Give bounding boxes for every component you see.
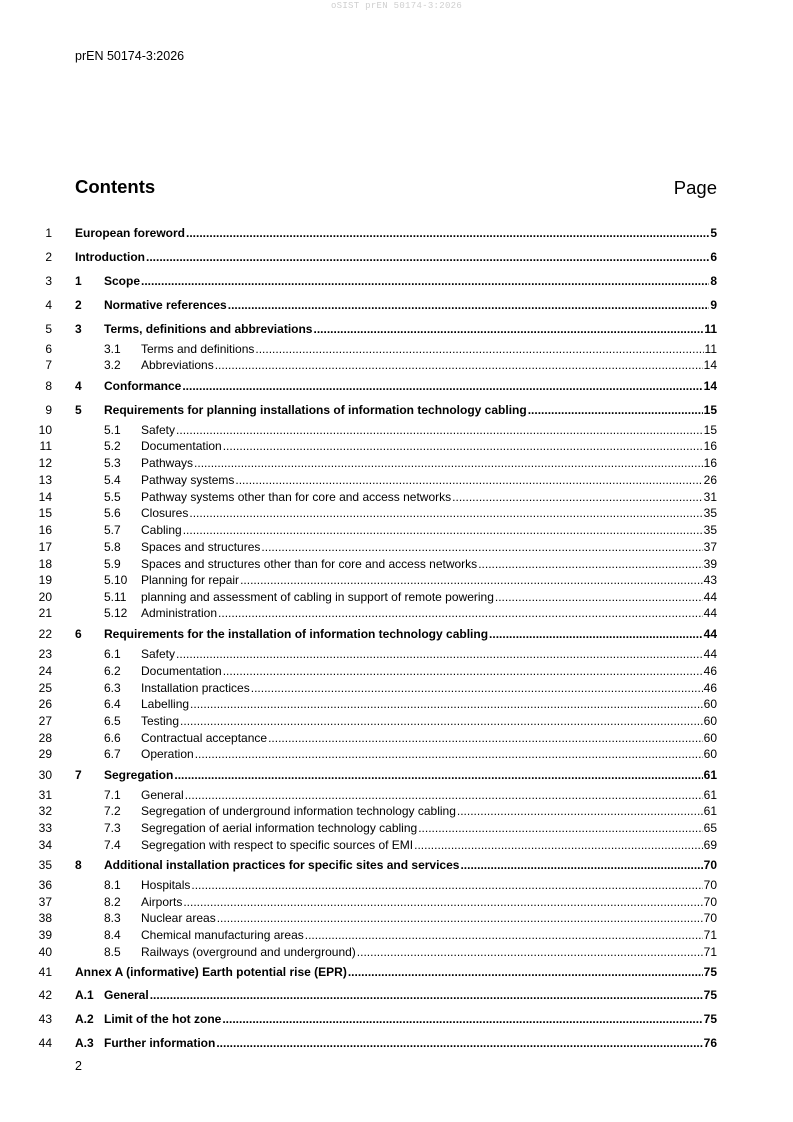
line-number: 6: [45, 342, 52, 356]
toc-entry-title: Pathways: [141, 456, 194, 470]
toc-entry-title: Pathway systems other than for core and access networks: [141, 490, 452, 504]
line-number: 17: [38, 540, 52, 554]
toc-entry-page: 75: [703, 988, 717, 1002]
page-column-label: Page: [673, 177, 717, 198]
toc-entry-page: 8: [710, 274, 717, 288]
toc-entry-title: Scope: [104, 274, 141, 288]
line-number: 2: [45, 250, 52, 264]
toc-entry-number: 6.7: [104, 747, 121, 761]
toc-entry-number: 6.1: [104, 647, 121, 661]
toc-entry[interactable]: [0, 877, 793, 893]
line-number: 38: [38, 911, 52, 925]
toc-entry-page: 16: [703, 439, 717, 453]
toc-entry-number: 5.8: [104, 540, 121, 554]
toc-entry-number: A.2: [75, 1012, 94, 1026]
toc-entry-title: Nuclear areas: [141, 911, 216, 925]
dot-leader: [418, 820, 702, 836]
toc-entry-number: 5.11: [104, 590, 127, 604]
dot-leader: [150, 987, 703, 1003]
toc-entry-title: Railways (overground and underground): [141, 945, 356, 959]
toc-entry-page: 69: [703, 838, 717, 852]
toc-entry-page: 44: [703, 590, 717, 604]
dot-leader: [268, 730, 703, 746]
toc-entry-title: Requirements for planning installations of information technology cabling: [104, 403, 527, 417]
toc-entry-title: Normative references: [104, 298, 227, 312]
dot-leader: [182, 378, 702, 394]
toc-entry-number: 5.7: [104, 523, 121, 537]
toc-entry-number: 8.1: [104, 878, 121, 892]
toc-entry[interactable]: [0, 820, 793, 836]
toc-entry-page: 14: [703, 379, 717, 393]
toc-entry[interactable]: [0, 357, 793, 373]
toc-entry[interactable]: [0, 663, 793, 679]
contents-title: Contents: [75, 176, 156, 197]
toc-entry-title: Planning for repair: [141, 573, 240, 587]
line-number: 10: [38, 423, 52, 437]
line-number: 22: [38, 627, 52, 641]
line-number: 23: [38, 647, 52, 661]
toc-entry-number: 5.10: [104, 573, 128, 587]
toc-entry-number: 1: [75, 274, 82, 288]
toc-entry[interactable]: [0, 378, 793, 394]
dot-leader: [222, 1011, 702, 1027]
dot-leader: [141, 273, 709, 289]
toc-entry[interactable]: [0, 539, 793, 555]
line-number: 41: [38, 965, 52, 979]
toc-entry-number: 8: [75, 858, 82, 872]
toc-entry[interactable]: [0, 646, 793, 662]
dot-leader: [261, 539, 702, 555]
line-number: 11: [39, 439, 52, 453]
toc-entry[interactable]: [0, 927, 793, 943]
toc-entry-title: Spaces and structures other than for core and access networks: [141, 557, 478, 571]
toc-entry-title: Spaces and structures: [141, 540, 261, 554]
toc-entry-page: 60: [703, 747, 717, 761]
toc-entry[interactable]: [0, 1035, 793, 1051]
toc-entry-title: Safety: [141, 423, 176, 437]
dot-leader: [305, 927, 703, 943]
toc-entry[interactable]: [0, 297, 793, 313]
toc-entry-title: Chemical manufacturing areas: [141, 928, 304, 942]
toc-entry-number: 5.6: [104, 506, 121, 520]
dot-leader: [191, 877, 702, 893]
toc-entry-page: 5: [710, 226, 717, 240]
toc-entry[interactable]: [0, 422, 793, 438]
toc-entry-title: Additional installation practices for specific sites and services: [104, 858, 460, 872]
toc-entry-page: 44: [703, 627, 717, 641]
dot-leader: [216, 1035, 702, 1051]
toc-entry[interactable]: [0, 837, 793, 853]
toc-entry[interactable]: [0, 589, 793, 605]
line-number: 7: [45, 358, 52, 372]
toc-entry-title: European foreword: [75, 226, 186, 240]
toc-entry[interactable]: [0, 522, 793, 538]
toc-entry-number: 7.2: [104, 804, 121, 818]
dot-leader: [240, 572, 703, 588]
document-id: prEN 50174-3:2026: [75, 49, 185, 63]
dot-leader: [146, 249, 709, 265]
toc-entry-page: 6: [710, 250, 717, 264]
toc-entry-page: 75: [703, 965, 717, 979]
toc-entry-title: General: [141, 788, 184, 802]
toc-entry-number: 5.2: [104, 439, 121, 453]
line-number: 20: [38, 590, 52, 604]
line-number: 3: [45, 274, 52, 288]
dot-leader: [228, 297, 710, 313]
dot-leader: [189, 505, 702, 521]
dot-leader: [174, 767, 702, 783]
dot-leader: [313, 321, 703, 337]
line-number: 9: [45, 403, 52, 417]
toc-entry-number: 5.9: [104, 557, 121, 571]
dot-leader: [183, 522, 703, 538]
toc-entry-number: 8.2: [104, 895, 121, 909]
toc-entry-page: 46: [703, 681, 717, 695]
toc-entry[interactable]: [0, 273, 793, 289]
toc-entry-page: 43: [703, 573, 717, 587]
toc-entry-number: A.3: [75, 1036, 94, 1050]
toc-entry[interactable]: [0, 556, 793, 572]
toc-entry-page: 60: [703, 731, 717, 745]
line-number: 34: [38, 838, 52, 852]
toc-entry-title: Hospitals: [141, 878, 191, 892]
toc-entry-title: Terms and definitions: [141, 342, 255, 356]
toc-entry[interactable]: [0, 438, 793, 454]
toc-entry-title: Contractual acceptance: [141, 731, 268, 745]
toc-entry[interactable]: [0, 1011, 793, 1027]
watermark: oSIST prEN 50174-3:2026: [330, 1, 463, 11]
toc-entry[interactable]: [0, 402, 793, 418]
line-number: 40: [38, 945, 52, 959]
line-number: 14: [38, 490, 52, 504]
line-number: 31: [38, 788, 52, 802]
toc-entry-title: Segregation of underground information technology cabling: [141, 804, 456, 818]
toc-entry-page: 60: [703, 714, 717, 728]
line-number: 16: [38, 523, 52, 537]
toc-entry-page: 44: [703, 606, 717, 620]
toc-entry[interactable]: [0, 910, 793, 926]
line-number: 30: [38, 768, 52, 782]
dot-leader: [235, 472, 702, 488]
dot-leader: [183, 894, 702, 910]
dot-leader: [478, 556, 702, 572]
toc-entry-page: 11: [704, 322, 717, 336]
toc-entry[interactable]: [0, 249, 793, 265]
toc-entry-title: Introduction: [75, 250, 145, 264]
line-number: 13: [38, 473, 52, 487]
toc-entry-page: 70: [703, 895, 717, 909]
toc-entry-page: 11: [704, 342, 717, 356]
toc-entry[interactable]: [0, 767, 793, 783]
toc-entry-title: Requirements for the installation of information technology cabling: [104, 627, 489, 641]
toc-entry[interactable]: [0, 605, 793, 621]
line-number: 44: [38, 1036, 52, 1050]
dot-leader: [218, 605, 703, 621]
toc-entry[interactable]: [0, 341, 793, 357]
line-number: 35: [38, 858, 52, 872]
toc-entry[interactable]: [0, 472, 793, 488]
dot-leader: [185, 787, 703, 803]
dot-leader: [180, 713, 703, 729]
toc-entry-page: 37: [703, 540, 717, 554]
toc-entry-page: 9: [710, 298, 717, 312]
toc-entry[interactable]: [0, 730, 793, 746]
toc-entry-page: 70: [703, 911, 717, 925]
toc-entry-number: 6.6: [104, 731, 121, 745]
line-number: 33: [38, 821, 52, 835]
line-number: 15: [38, 506, 52, 520]
toc-entry-number: 6: [75, 627, 82, 641]
toc-entry-title: Annex A (informative) Earth potential rise (EPR): [75, 965, 347, 979]
toc-entry-page: 70: [703, 878, 717, 892]
toc-entry[interactable]: [0, 894, 793, 910]
toc-entry-title: Documentation: [141, 439, 222, 453]
toc-entry-number: 3.1: [104, 342, 121, 356]
toc-entry-page: 76: [703, 1036, 717, 1050]
toc-entry-title: Further information: [104, 1036, 216, 1050]
line-number: 21: [38, 606, 52, 620]
toc-entry[interactable]: [0, 713, 793, 729]
line-number: 8: [45, 379, 52, 393]
toc-entry[interactable]: [0, 944, 793, 960]
toc-entry-page: 61: [703, 804, 717, 818]
toc-entry-number: 8.3: [104, 911, 121, 925]
toc-entry-title: Closures: [141, 506, 189, 520]
toc-entry-title: Administration: [141, 606, 218, 620]
toc-entry-title: Installation practices: [141, 681, 250, 695]
toc-entry-number: 5.1: [104, 423, 121, 437]
dot-leader: [528, 402, 703, 418]
line-number: 32: [38, 804, 52, 818]
footer-page-number: 2: [75, 1059, 82, 1073]
dot-leader: [176, 422, 703, 438]
toc-entry-number: 5.5: [104, 490, 121, 504]
toc-entry[interactable]: [0, 321, 793, 337]
dot-leader: [223, 663, 703, 679]
toc-entry[interactable]: [0, 746, 793, 762]
toc-entry-number: 5: [75, 403, 82, 417]
toc-entry-number: A.1: [75, 988, 94, 1002]
toc-entry-number: 6.3: [104, 681, 121, 695]
toc-entry-title: Segregation of aerial information technology cabling: [141, 821, 418, 835]
toc-entry[interactable]: [0, 803, 793, 819]
toc-entry-title: Labelling: [141, 697, 190, 711]
toc-entry-page: 65: [703, 821, 717, 835]
toc-entry-number: 6.2: [104, 664, 121, 678]
toc-entry-page: 35: [703, 523, 717, 537]
toc-entry-page: 35: [703, 506, 717, 520]
line-number: 29: [38, 747, 52, 761]
toc-entry[interactable]: [0, 455, 793, 471]
dot-leader: [348, 964, 703, 980]
toc-entry[interactable]: [0, 987, 793, 1003]
toc-entry-title: Documentation: [141, 664, 222, 678]
toc-entry-page: 61: [703, 768, 717, 782]
dot-leader: [195, 746, 703, 762]
toc-entry-number: 6.4: [104, 697, 121, 711]
toc-entry-page: 26: [703, 473, 717, 487]
toc-entry-page: 61: [703, 788, 717, 802]
dot-leader: [452, 489, 702, 505]
toc-entry-page: 39: [703, 557, 717, 571]
dot-leader: [460, 857, 702, 873]
toc-entry[interactable]: [0, 505, 793, 521]
toc-entry-page: 46: [703, 664, 717, 678]
toc-entry-number: 3: [75, 322, 82, 336]
toc-entry-title: Segregation with respect to specific sources of EMI: [141, 838, 414, 852]
toc-entry[interactable]: [0, 572, 793, 588]
toc-entry-number: 8.4: [104, 928, 121, 942]
dot-leader: [190, 696, 703, 712]
toc-entry[interactable]: [0, 964, 793, 980]
toc-entry-title: Airports: [141, 895, 183, 909]
line-number: 18: [38, 557, 52, 571]
toc-entry-page: 70: [703, 858, 717, 872]
toc-entry-title: Abbreviations: [141, 358, 214, 372]
toc-entry-page: 71: [703, 928, 717, 942]
toc-entry[interactable]: [0, 680, 793, 696]
toc-entry-title: Segregation: [104, 768, 174, 782]
toc-entry-number: 5.12: [104, 606, 128, 620]
toc-entry-title: planning and assessment of cabling in support of remote powering: [141, 590, 494, 604]
dot-leader: [251, 680, 703, 696]
toc-entry[interactable]: [0, 787, 793, 803]
toc-entry[interactable]: [0, 225, 793, 241]
dot-leader: [495, 589, 703, 605]
dot-leader: [357, 944, 703, 960]
line-number: 1: [45, 226, 52, 240]
dot-leader: [194, 455, 703, 471]
toc-entry-page: 14: [703, 358, 717, 372]
toc-entry-title: Terms, definitions and abbreviations: [104, 322, 313, 336]
toc-entry-title: Safety: [141, 647, 176, 661]
line-number: 4: [45, 298, 52, 312]
line-number: 25: [38, 681, 52, 695]
toc-entry-page: 15: [703, 403, 717, 417]
toc-entry[interactable]: [0, 489, 793, 505]
dot-leader: [457, 803, 703, 819]
toc-entry-title: Operation: [141, 747, 194, 761]
toc-entry-title: General: [104, 988, 149, 1002]
toc-entry-title: Cabling: [141, 523, 182, 537]
line-number: 5: [45, 322, 52, 336]
line-number: 37: [38, 895, 52, 909]
toc-entry-number: 7.4: [104, 838, 121, 852]
line-number: 24: [38, 664, 52, 678]
line-number: 12: [38, 456, 52, 470]
toc-entry-title: Pathway systems: [141, 473, 235, 487]
dot-leader: [176, 646, 703, 662]
toc-entry-number: 6.5: [104, 714, 121, 728]
dot-leader: [186, 225, 709, 241]
toc-entry-number: 5.3: [104, 456, 121, 470]
dot-leader: [215, 357, 703, 373]
toc-entry-number: 7: [75, 768, 82, 782]
toc-entry-page: 16: [703, 456, 717, 470]
line-number: 26: [38, 697, 52, 711]
toc-entry-page: 31: [703, 490, 717, 504]
toc-entry-number: 3.2: [104, 358, 121, 372]
dot-leader: [414, 837, 703, 853]
line-number: 39: [38, 928, 52, 942]
toc-entry-title: Limit of the hot zone: [104, 1012, 222, 1026]
toc-entry-page: 15: [703, 423, 717, 437]
dot-leader: [255, 341, 703, 357]
dot-leader: [217, 910, 703, 926]
toc-entry[interactable]: [0, 696, 793, 712]
toc-entry-page: 44: [703, 647, 717, 661]
toc-entry-number: 2: [75, 298, 82, 312]
toc-entry-number: 7.1: [104, 788, 121, 802]
toc-entry-page: 75: [703, 1012, 717, 1026]
toc-entry-title: Testing: [141, 714, 180, 728]
dot-leader: [223, 438, 703, 454]
toc-entry[interactable]: [0, 857, 793, 873]
toc-entry-number: 7.3: [104, 821, 121, 835]
dot-leader: [489, 626, 703, 642]
toc-entry-number: 8.5: [104, 945, 121, 959]
line-number: 28: [38, 731, 52, 745]
toc-entry-page: 60: [703, 697, 717, 711]
toc-entry-page: 71: [703, 945, 717, 959]
line-number: 19: [38, 573, 52, 587]
line-number: 27: [38, 714, 52, 728]
toc-entry-title: Conformance: [104, 379, 182, 393]
line-number: 43: [38, 1012, 52, 1026]
line-number: 42: [38, 988, 52, 1002]
toc-entry-number: 5.4: [104, 473, 121, 487]
line-number: 36: [38, 878, 52, 892]
toc-entry[interactable]: [0, 626, 793, 642]
toc-entry-number: 4: [75, 379, 82, 393]
